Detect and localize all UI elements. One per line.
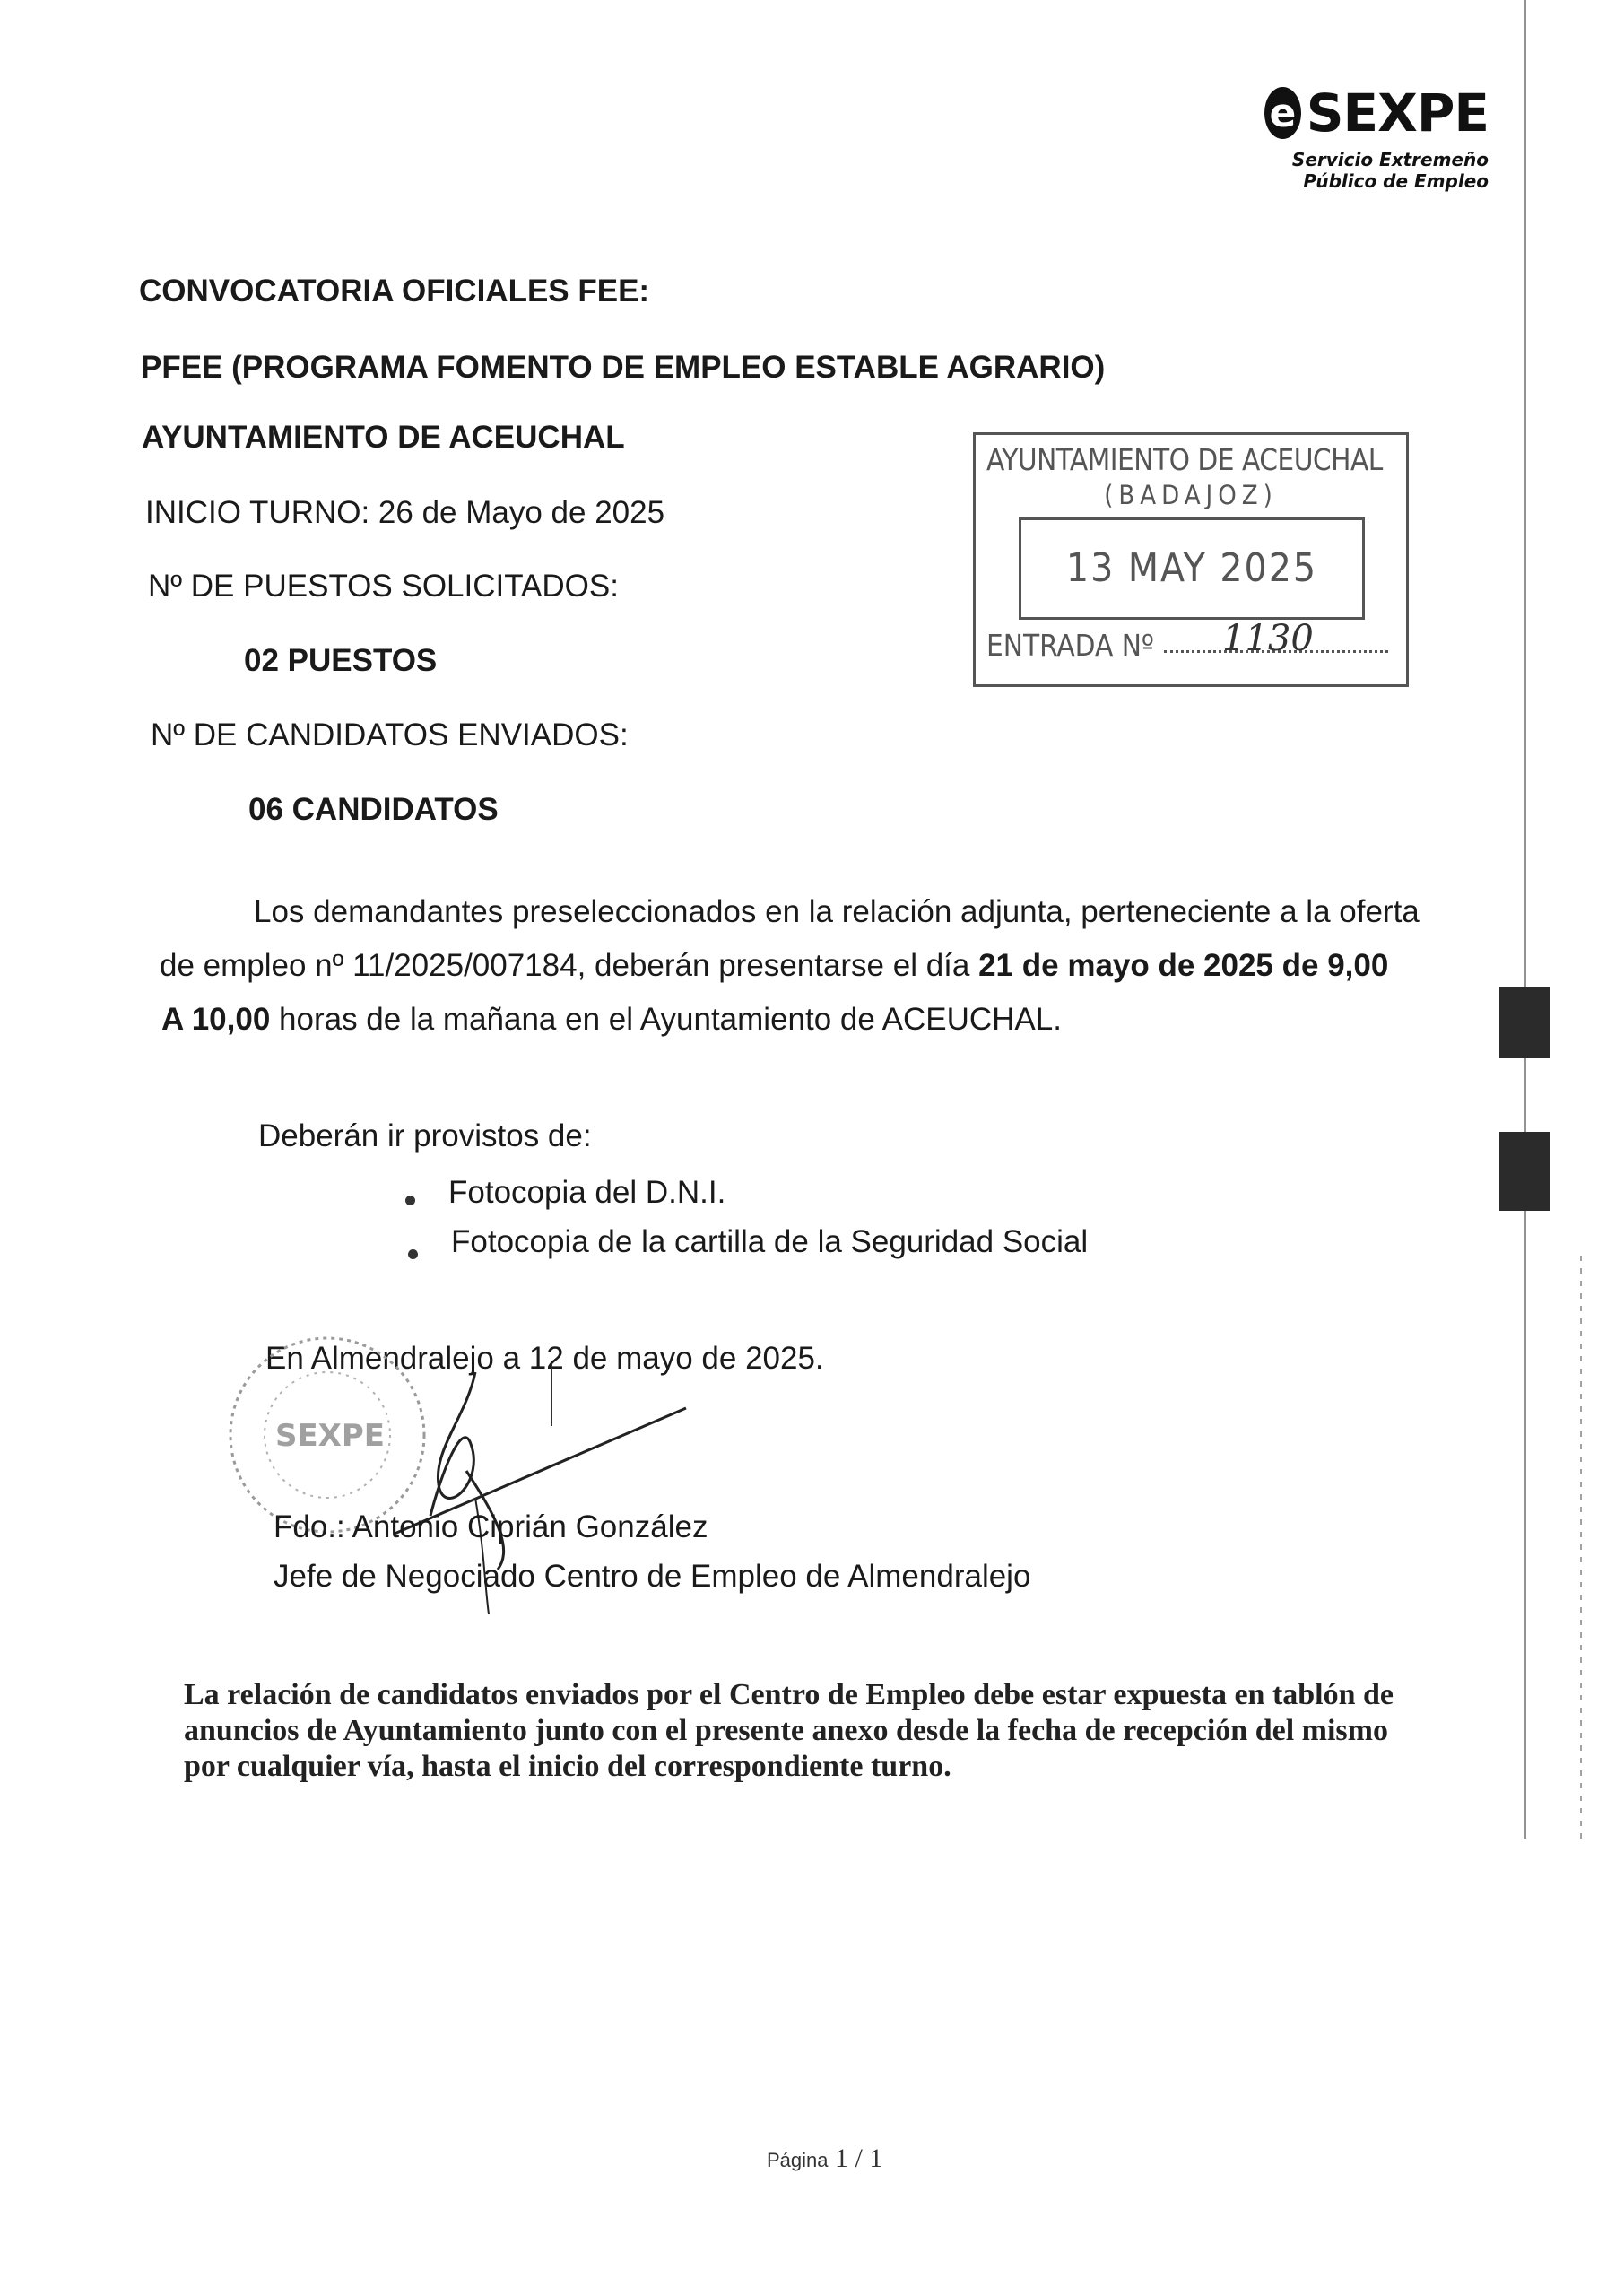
body-line-2-text: de empleo nº 11/2025/007184, deberán presentarse el día [160, 948, 979, 983]
body-line-1: Los demandantes preseleccionados en la relación adjunta, perteneciente a la oferta [254, 894, 1420, 929]
bullet-icon [405, 1196, 415, 1205]
bullet-icon [408, 1249, 418, 1259]
logo-name: SEXPE [1306, 83, 1489, 144]
logo-subtitle-line1: Servicio Extremeño [1291, 149, 1489, 170]
heading-convocatoria: CONVOCATORIA OFICIALES FEE: [139, 274, 650, 309]
stamp-entry-label: ENTRADA Nº [986, 628, 1154, 663]
stamp-entry-number: 1130 [1222, 618, 1314, 659]
provision-item-1: Fotocopia del D.N.I. [448, 1175, 726, 1210]
notice-line-3: por cualquier vía, hasta el inicio del correspondiente turno. [184, 1750, 951, 1783]
body-line-3 [161, 1002, 1062, 1038]
logo-subtitle-line2: Público de Empleo [1303, 170, 1489, 192]
scan-mark-upper [1499, 987, 1550, 1058]
body-line-2-bold: 21 de mayo de 2025 de 9,00 [978, 948, 1389, 983]
candidatos-value: 06 CANDIDATOS [248, 792, 499, 827]
inicio-turno: INICIO TURNO: 26 de Mayo de 2025 [145, 495, 665, 530]
notice-line-1: La relación de candidatos enviados por el Centro de Empleo debe estar expuesta en tablón de [184, 1678, 1394, 1711]
page-label: Página [767, 2149, 829, 2171]
provision-item-2: Fotocopia de la cartilla de la Seguridad Social [451, 1224, 1089, 1259]
stamp-organization: AYUNTAMIENTO DE ACEUCHAL [986, 442, 1383, 477]
heading-program: PFEE (PROGRAMA FOMENTO DE EMPLEO ESTABLE AGRARIO) [141, 350, 1106, 385]
stamp-date-box [1019, 517, 1365, 620]
scan-edge-dashes [1580, 1256, 1582, 1839]
signed-by: Fdo.: Antonio Ciprián González [274, 1509, 708, 1544]
body-line-2 [160, 948, 1388, 984]
stamp-province: (BADAJOZ) [1104, 480, 1278, 510]
sexpe-e-icon: e [1264, 87, 1301, 139]
puestos-label: Nº DE PUESTOS SOLICITADOS: [148, 569, 619, 604]
logo-subtitle [1264, 149, 1489, 192]
heading-ayuntamiento: AYUNTAMIENTO DE ACEUCHAL [142, 420, 625, 455]
registry-stamp [973, 432, 1409, 687]
page-value: 1 / 1 [835, 2144, 883, 2173]
notice-line-2: anuncios de Ayuntamiento junto con el presente anexo desde la fecha de recepción del mismo [184, 1714, 1388, 1747]
stamp-date: 13 MAY 2025 [1065, 545, 1318, 591]
puestos-value: 02 PUESTOS [244, 643, 438, 678]
notice-paragraph [184, 1677, 1466, 1785]
scan-mark-lower [1499, 1132, 1550, 1211]
place-date: En Almendralejo a 12 de mayo de 2025. [265, 1341, 824, 1376]
provisions-intro: Deberán ir provistos de: [258, 1118, 592, 1153]
candidatos-label: Nº DE CANDIDATOS ENVIADOS: [151, 718, 629, 752]
sexpe-logo [1264, 83, 1489, 192]
body-line-3-text: horas de la mañana en el Ayuntamiento de ACEUCHAL. [270, 1002, 1062, 1037]
page-number [767, 2144, 882, 2174]
signer-position: Jefe de Negociado Centro de Empleo de Almendralejo [274, 1559, 1031, 1594]
scan-edge-line [1524, 0, 1526, 1839]
seal-text: SEXPE [274, 1418, 386, 1454]
body-line-3-bold: A 10,00 [161, 1002, 271, 1037]
